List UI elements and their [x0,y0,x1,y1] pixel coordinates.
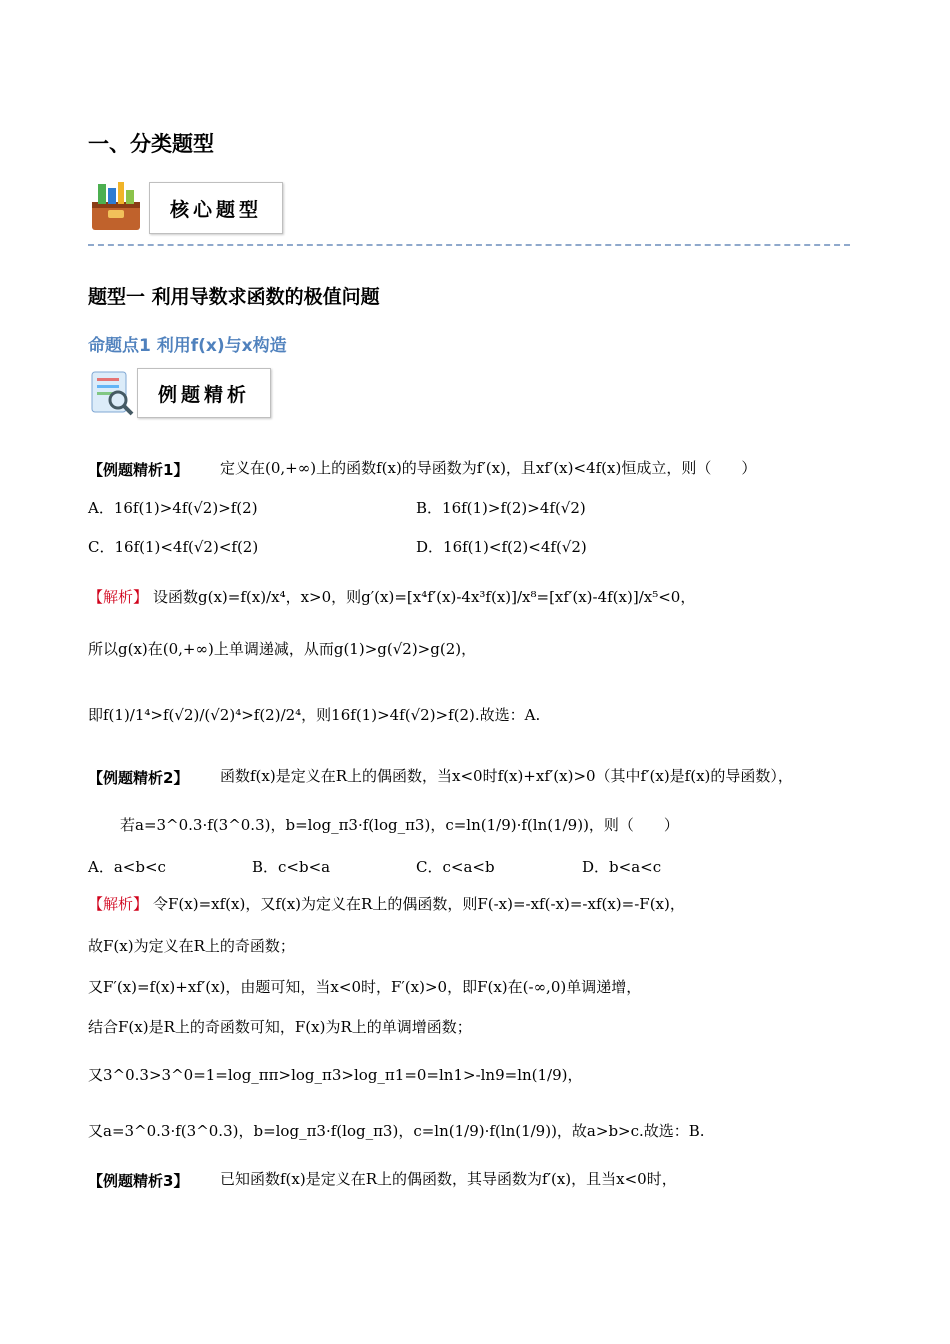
badge-example: 例题精析 [137,368,271,418]
badge-core: 核心题型 [149,182,283,234]
dashed-divider [88,244,850,246]
ex1-stem: 定义在(0,+∞)上的函数f(x)的导函数为f′(x)，且xf′(x)<4f(x)恒成立，则（ ） [220,459,757,477]
ex1-solution-tag: 【解析】 [88,588,149,606]
ex1-solution-line-1: 设函数g(x)=f(x)/x⁴，x>0，则g′(x)=[x⁴f′(x)-4x³f(x)]/x⁸=[xf′(x)-4f(x)]/x⁵<0， [153,588,696,606]
ex1-option-c: C．16f(1)<4f(√2)<f(2) [88,538,259,556]
ex1-label: 【例题精析1】 [88,461,189,479]
ex3-label: 【例题精析3】 [88,1172,189,1190]
ex1-option-a: A．16f(1)>4f(√2)>f(2) [88,499,258,517]
point-title: 命题点1 利用f(x)与x构造 [88,336,287,356]
ex2-solution-line-3: 又F′(x)=f(x)+xf′(x)，由题可知，当x<0时，F′(x)>0，即F(x)在(-∞,0)单调递增， [88,978,642,996]
ex2-stem-line-2: 若a=3^0.3·f(3^0.3)，b=log_π3·f(log_π3)，c=ln(1/9)·f(ln(1/9))，则（ ） [120,816,679,834]
ex1-solution-line-2: 所以g(x)在(0,+∞)上单调递减，从而g(1)>g(√2)>g(2)， [88,640,477,658]
ex1-option-b: B．16f(1)>f(2)>4f(√2) [416,499,586,517]
ex1-solution-line-3: 即f(1)/1⁴>f(√2)/(√2)⁴>f(2)/2⁴，则16f(1)>4f(√2)>f(2).故选：A. [88,706,541,724]
ex2-option-d: D．b<a<c [582,858,662,876]
ex2-solution-tag: 【解析】 [88,895,149,913]
ex2-option-a: A．a<b<c [88,858,166,876]
ex2-solution-line-6: 又a=3^0.3·f(3^0.3)，b=log_π3·f(log_π3)，c=ln(1/9)·f(ln(1/9))，故a>b>c.故选：B. [88,1122,705,1140]
toolbox-icon [88,180,144,232]
ex2-solution-line-2: 故F(x)为定义在R上的奇函数； [88,937,295,955]
ex2-solution-line-4: 结合F(x)是R上的奇函数可知，F(x)为R上的单调增函数； [88,1018,472,1036]
ex3-stem: 已知函数f(x)是定义在R上的偶函数，其导函数为f′(x)，且当x<0时， [220,1170,677,1188]
type-title: 题型一 利用导数求函数的极值问题 [88,286,380,308]
ex2-option-b: B．c<b<a [252,858,331,876]
ex2-option-c: C．c<a<b [416,858,495,876]
ex2-solution-line-5: 又3^0.3>3^0=1=log_ππ>log_π3>log_π1=0=ln1>-ln9=ln(1/9)， [88,1066,583,1084]
ex2-label: 【例题精析2】 [88,769,189,787]
ex1-option-d: D．16f(1)<f(2)<4f(√2) [416,538,587,556]
magnifier-document-icon [88,368,136,416]
ex2-solution-line-1: 令F(x)=xf(x)，又f(x)为定义在R上的偶函数，则F(-x)=-xf(-x)=-xf(x)=-F(x)， [153,895,685,913]
section-title: 一、分类题型 [88,132,214,156]
ex2-stem: 函数f(x)是定义在R上的偶函数，当x<0时f(x)+xf′(x)>0（其中f′(x)是f(x)的导函数）， [220,767,793,785]
